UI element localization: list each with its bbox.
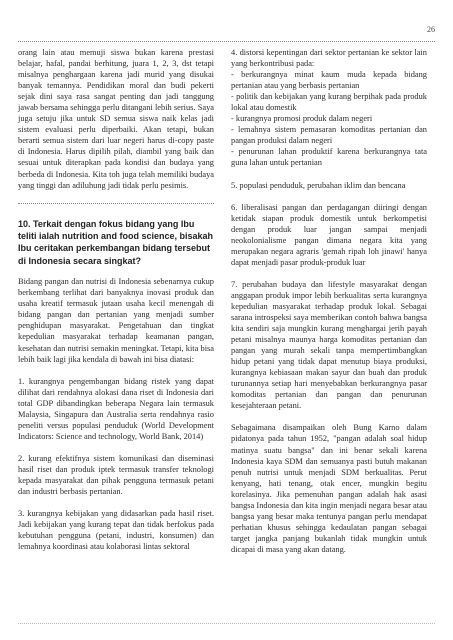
answer-paragraph: Bidang pangan dan nutrisi di Indonesia sebenarnya cukup berkembang terlihat dari banyaknya inovasi produk dan usaha kreatif termasuk jutaan usaha kecil menengah di bidang pangan dan pertanian yang menjadi sumber penghidupan masyarakat. Pengetahuan dan tingkat kepedulian masyarakat terhadap keamanan pangan, kesehatan dan nutrisi semakin meningkat. Tetapi, kita bisa lebih baik lagi jika kendala di bawah ini bisa diatasi: [18, 277, 214, 364]
point-4-item: - politik dan kebijakan yang kurang berpihak pada produk lokal atau domestik [231, 92, 427, 113]
point-4-list [231, 47, 427, 169]
point-4-item: - penurunan lahan produktif karena berkurangnya tata guna lahan untuk pertanian [231, 147, 427, 168]
point-4-item: - lemahnya sistem pemasaran komoditas pertanian dan pangan produksi dalam negeri [231, 125, 427, 146]
right-column [231, 47, 427, 566]
point-4-intro: 4. distorsi kepentingan dari sektor pertanian ke sektor lain yang berkontribusi pada: [231, 48, 427, 69]
interview-question: 10. Terkait dengan fokus bidang yang Ibu teliti ialah nutrition and food science, bisakah Ibu ceritakan perkembangan bidang tersebut di Indonesia secara singkat? [18, 218, 214, 266]
point-2-paragraph: 2. kurang efektifnya sistem komunikasi dan diseminasi hasil riset dan produk iptek termasuk transfer teknologi kepada masyarakat dan pihak pengguna termasuk petani dan industri berbasis pertanian. [18, 453, 214, 497]
point-6-paragraph: 6. liberalisasi pangan dan perdagangan diiringi dengan ketidak siapan produk domestik untuk berkompetisi dengan produk luar jangan sampai menjadi neokolonialisme pangan dimana negara kita yang merupakan negara agraris 'gemah ripah loh jinawi' hanya dapat menjadi pasar produk-produk luar [231, 202, 427, 267]
footer-divider [18, 623, 435, 624]
point-3-paragraph: 3. kurangnya kebijakan yang didasarkan pada hasil riset. Jadi kebijakan yang kurang tepat dan tidak berfokus pada kebutuhan pengguna (petani, industri, konsumen) dan lemahnya koordinasi atau kolaborasi lintas sektoral [18, 509, 214, 552]
header-divider [18, 41, 435, 42]
point-1-paragraph: 1. kurangnya pengembangan bidang ristek yang dapat dilihat dari rendahnya alokasi dana riset di Indonesia dari total GDP dibandingkan beberapa Negara lain termasuk Malaysia, Singapura dan Australia serta rendahnya rasio peneliti versus populasi penduduk (World Development Indicators: Science and technology, World Bank, 2014) [18, 376, 214, 441]
point-7-paragraph: 7. perubahan budaya dan lifestyle masyarakat dengan anggapan produk impor lebih berkualitas serta kurangnya kepedulian masyarakat terhadap produk lokal. Sebagai sarana introspeksi saya memberikan contoh bahwa bangsa kita sendiri saja mungkin kurang menghargai jerih payah petani misalnya maunya harga komoditas pertanian dan pangan yang murah sekali tanpa mempertimbangkan hidup petani yang tidak dapat menutup biaya produksi, kurangnya kebiasaan makan sayur dan buah dan produk turunannya setiap hari menyebabkan berkurangnya pasar komoditas pertanian dan pangan dan penurunan kesejahteraan petani. [231, 279, 427, 411]
point-4-item: - kurangnya promosi produk dalam negeri [231, 114, 373, 124]
intro-paragraph: orang lain atau memuji siswa bukan karena prestasi belajar, hafal, pandai berhitung, juara 1, 2, 3, dst tetapi misalnya penghargaan karena jadi murid yang disukai banyak temannya. Pendidikan moral dan budi pekerti sejak dini saya rasa sangat penting dan jadi tanggung jawab bersama sehingga perlu ditangani lebih serius. Saya juga setuju jika untuk SD semua siswa naik kelas jadi sistem evaluasi perlu diperbaiki. Akan tetapi, bukan berarti semua sistem dari luar negeri harus di-copy paste di Indonesia. Harus dipilih pilah, diambil yang baik dan sesuai untuk diterapkan pada kondisi dan budaya yang berbeda di Indonesia. Kita toh juga telah memiliki budaya yang tinggi dan adiluhung jadi tidak perlu pesimis. [18, 48, 214, 190]
left-column [18, 47, 214, 563]
closing-paragraph: Sebagaimana disampaikan oleh Bung Karno dalam pidatonya pada tahun 1952, "pangan adalah soal hidup matinya suatu bangsa" dan ini benar sekali karena Indonesia kaya SDM dan semuanya pasti butuh makanan penuh nutrisi untuk menjadi SDM berkualitas. Perut kenyang, hati tenang, otak encer, mungkin begitu korelasinya. Jika pemenuhan pangan adalah hak asasi bangsa Indonesia dan kita ingin menjadi negara besar atau bangsa yang besar maka tentunya pangan perlu mendapat perhatian khusus sehingga kedaulatan pangan sebagai target jangka panjang bukanlah tidak mungkin untuk dicapai di masa yang akan datang. [231, 423, 427, 554]
point-5-paragraph: 5. populasi penduduk, perubahan iklim dan bencana [231, 180, 406, 190]
section-divider [18, 203, 214, 204]
point-4-item: - berkurangnya minat kaum muda kepada bidang pertanian atau yang berbasis pertanian [231, 70, 427, 91]
page-number: 26 [427, 25, 435, 34]
